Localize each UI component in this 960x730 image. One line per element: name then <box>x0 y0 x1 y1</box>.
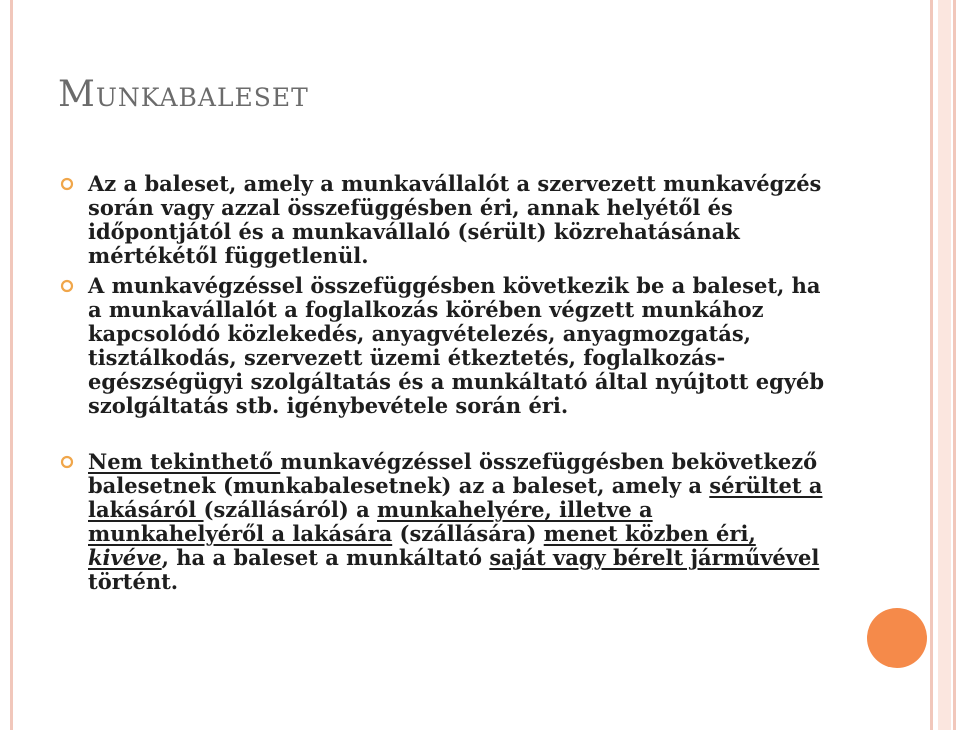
slide-title: Munkabaleset <box>58 74 309 116</box>
left-decor-rule <box>10 0 13 730</box>
bullet-item <box>58 274 828 418</box>
text-run: , ha a baleset a munkáltató <box>161 545 490 570</box>
right-decor-rule <box>953 0 956 730</box>
underlined-phrase: sérültet a lakásáról <box>88 473 823 522</box>
bullet-text: A munkavégzéssel összefüggésben következik be a baleset, ha a munkavállalót a foglalkozás körében végzett munkához kapcsolódó közlekedés, anyagvételezés, anyagmozgatás, tisztálkodás, szervezett üzemi étkeztetés, foglalkozás-egészségügyi szolgáltatás és a munkáltató által nyújtott egyéb szolgáltatás stb. igénybevétele során éri. <box>88 273 825 418</box>
text-run: (szállásáról) a <box>203 497 378 522</box>
circle-bullet-icon <box>60 279 74 293</box>
underlined-phrase: saját vagy bérelt járművével <box>489 545 820 570</box>
circle-bullet-icon <box>60 177 74 191</box>
underlined-phrase: menet közben éri, <box>543 521 756 546</box>
bullet-list <box>58 172 828 594</box>
bullet-item <box>58 172 828 268</box>
bullet-text <box>88 450 828 594</box>
text-run: történt. <box>88 569 179 594</box>
circle-bullet-icon <box>60 455 74 469</box>
right-decor-rule <box>930 0 933 730</box>
text-run: (szállására) <box>392 521 544 546</box>
bullet-item <box>58 450 828 594</box>
underlined-phrase: munkahelyére, illetve a munkahelyéről a lakására <box>88 497 653 546</box>
accent-circle <box>867 608 927 668</box>
right-decor-band <box>938 0 951 730</box>
text-run: munkavégzéssel összefüggésben bekövetkező balesetnek (munkabalesetnek) az a baleset, amely a <box>88 449 818 498</box>
underlined-phrase <box>88 545 162 570</box>
italic-phrase: kivéve <box>88 545 162 570</box>
underlined-phrase: Nem tekinthető <box>88 449 281 474</box>
bullet-text: Az a baleset, amely a munkavállalót a szervezett munkavégzés során vagy azzal összefüggésben éri, annak helyétől és időpontjától és a munkavállaló (sérült) közrehatásának mértékétől függetlenül. <box>88 171 822 268</box>
